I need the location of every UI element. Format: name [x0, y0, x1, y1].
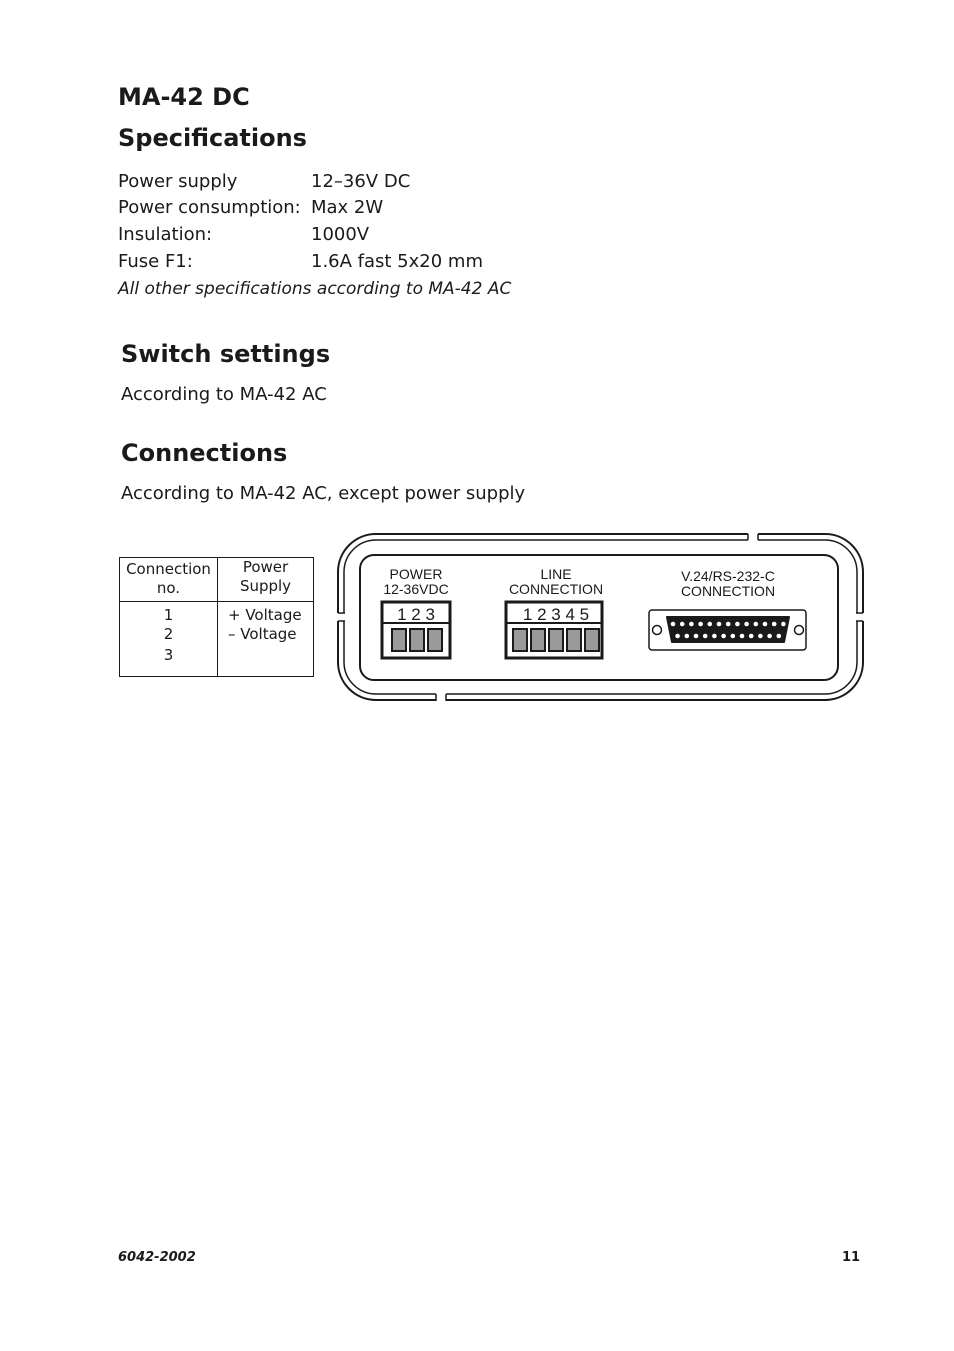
connector-pin — [671, 622, 676, 627]
connector-pin — [708, 622, 713, 627]
connector-pin — [731, 634, 736, 639]
spec-label: Power supply — [118, 171, 238, 192]
switch-settings-heading: Switch settings — [121, 340, 331, 368]
table-cell — [120, 602, 218, 677]
spec-label: Fuse F1: — [118, 251, 193, 272]
connector-pin — [758, 634, 763, 639]
connector-pin — [744, 622, 749, 627]
connector-pin — [777, 634, 782, 639]
terminal-pin — [392, 629, 406, 651]
connector-pin — [712, 634, 717, 639]
terminal-pin — [531, 629, 545, 651]
power-voltage-label: 12-36VDC — [383, 581, 449, 597]
housing-notch — [854, 613, 866, 621]
table-cell — [218, 602, 314, 677]
terminal-pin — [513, 629, 527, 651]
table-header-cell — [120, 558, 218, 602]
header-text: Supply — [239, 577, 292, 595]
connector-pin — [763, 622, 768, 627]
spec-label: Power consumption: — [118, 197, 301, 218]
connector-pin — [740, 634, 745, 639]
connector-pin — [726, 622, 731, 627]
page-number: 11 — [842, 1250, 861, 1265]
connection-value: + Voltage — [228, 606, 302, 624]
connector-pin — [767, 634, 772, 639]
connection-number: 3 — [163, 646, 174, 664]
connector-pin — [703, 634, 708, 639]
connector-pin — [754, 622, 759, 627]
table-header-row — [120, 558, 314, 602]
connector-screw — [795, 626, 804, 635]
connections-text: According to MA-42 AC, except power supply — [121, 483, 526, 504]
page-title: MA-42 DC — [118, 83, 250, 111]
connection-value: – Voltage — [228, 625, 297, 643]
connector-pin — [735, 622, 740, 627]
specifications-note: All other specifications according to MA-42 AC — [118, 279, 512, 299]
device-front-panel — [330, 528, 870, 708]
connector-pin — [749, 634, 754, 639]
line-label: LINE — [540, 566, 572, 582]
connector-pin — [675, 634, 680, 639]
document-number: 6042-2002 — [118, 1250, 196, 1265]
connector-pin — [689, 622, 694, 627]
connector-screw — [653, 626, 662, 635]
line-connection-label: CONNECTION — [508, 581, 604, 597]
connector-pin — [781, 622, 786, 627]
power-pin-numbers: 1 2 3 — [397, 605, 435, 624]
housing-notch — [436, 692, 446, 704]
connector-pin — [717, 622, 722, 627]
table-header-cell — [218, 558, 314, 602]
line-pin-numbers: 1 2 3 4 5 — [522, 605, 590, 624]
housing-notch — [748, 531, 758, 541]
table-row — [120, 602, 314, 677]
header-text: no. — [156, 579, 181, 597]
serial-label: V.24/RS-232-C — [681, 568, 775, 584]
terminal-pin — [428, 629, 442, 651]
spec-value: Max 2W — [311, 197, 384, 218]
terminal-pin — [549, 629, 563, 651]
terminal-pin — [410, 629, 424, 651]
terminal-pin — [567, 629, 581, 651]
header-text: Power — [242, 558, 289, 576]
specifications-heading: Specifications — [118, 124, 307, 152]
db25-shell — [667, 617, 789, 642]
connector-pin — [721, 634, 726, 639]
spec-value: 1000V — [311, 224, 370, 245]
housing-notch — [335, 613, 347, 621]
power-label: POWER — [389, 566, 443, 582]
header-text: Connection — [126, 560, 211, 578]
connector-pin — [685, 634, 690, 639]
switch-settings-text: According to MA-42 AC — [121, 384, 327, 405]
connection-number: 1 — [163, 606, 174, 624]
serial-connection-label: CONNECTION — [680, 583, 776, 599]
connector-pin — [772, 622, 777, 627]
connector-pin — [698, 622, 703, 627]
connections-heading: Connections — [121, 439, 288, 467]
spec-label: Insulation: — [118, 224, 213, 245]
connections-table — [119, 557, 314, 677]
spec-value: 1.6A fast 5x20 mm — [311, 251, 483, 272]
connector-pin — [680, 622, 685, 627]
connector-pin — [694, 634, 699, 639]
terminal-pin — [585, 629, 599, 651]
connection-number: 2 — [163, 625, 174, 643]
spec-value: 12–36V DC — [311, 171, 411, 192]
